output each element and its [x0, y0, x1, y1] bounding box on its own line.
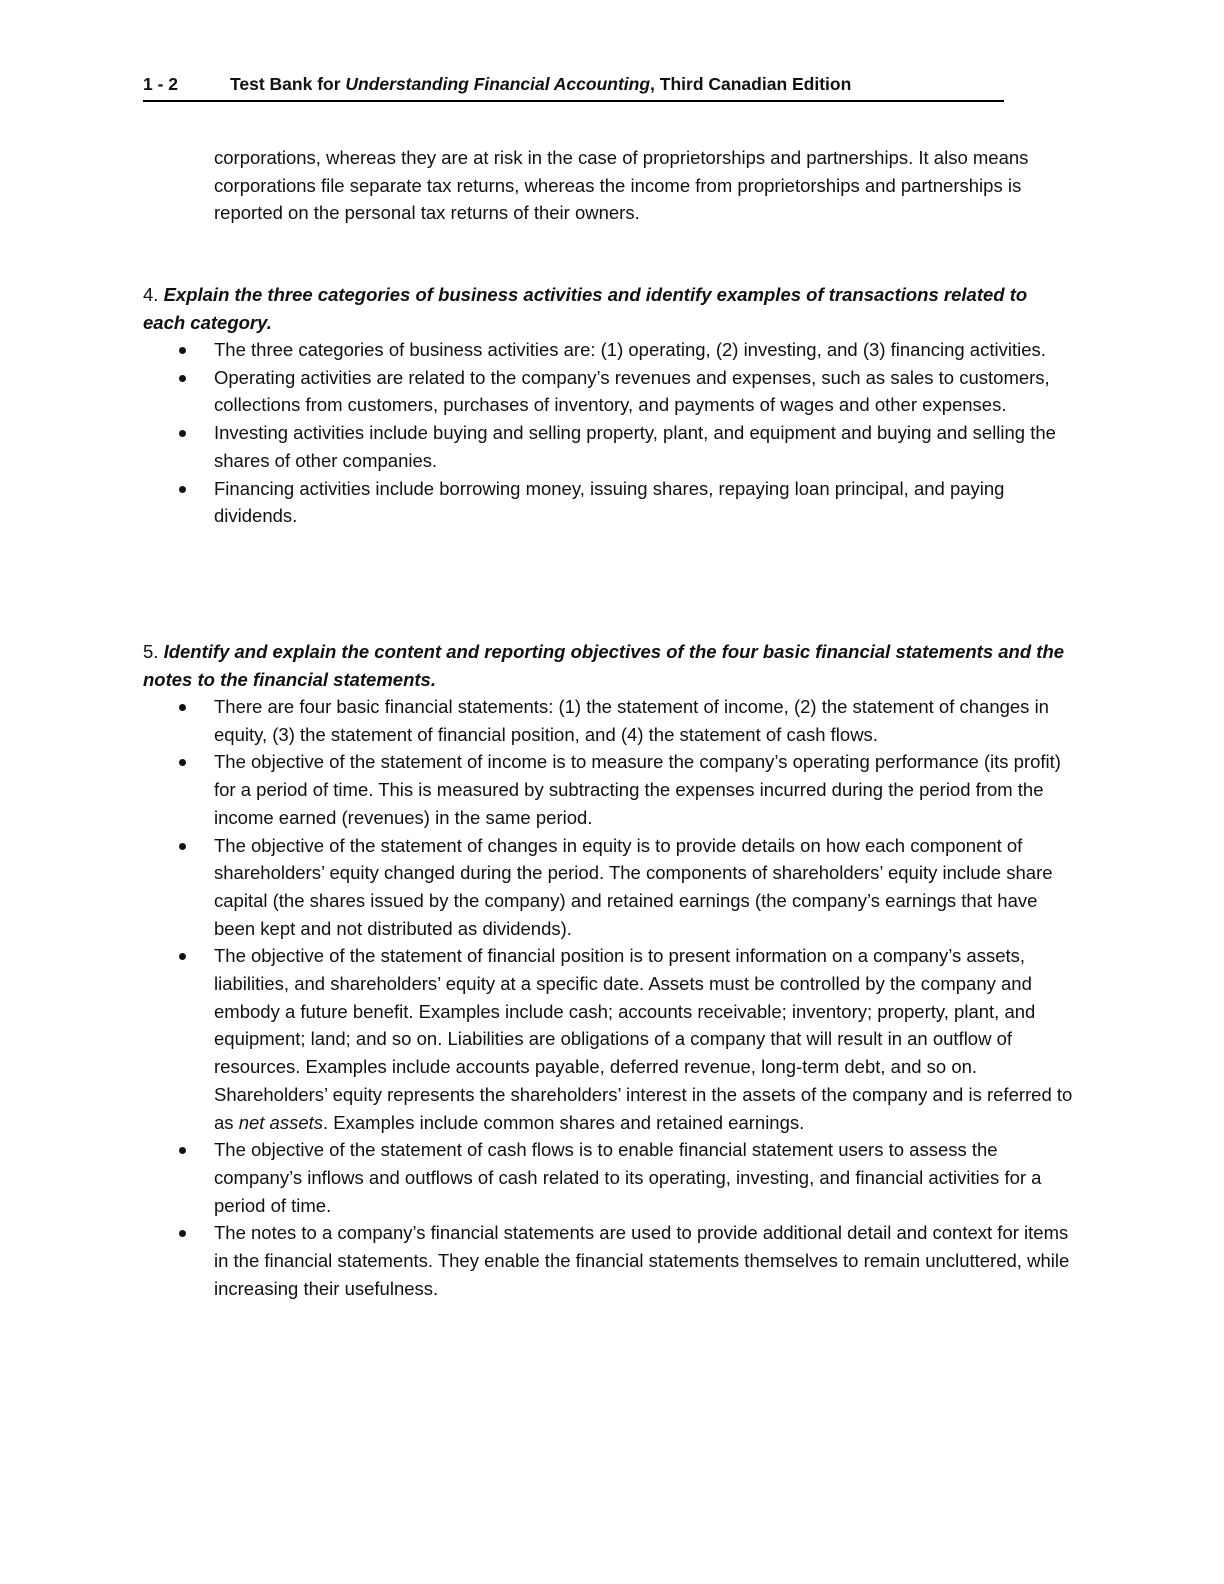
bullet-icon [179, 347, 186, 354]
list-item [143, 419, 1073, 474]
list-item-text: Operating activities are related to the company’s revenues and expenses, such as sales to customers, collections from customers, purchases of inventory, and payments of wages and other expenses. [214, 366, 1050, 416]
italic-term: net assets [238, 1111, 324, 1133]
list-item [143, 942, 1073, 1136]
list-item-text: Financing activities include borrowing money, issuing shares, repaying loan principal, and paying dividends. [214, 477, 1005, 527]
question-number: 5. [143, 641, 159, 662]
list-item [143, 475, 1073, 530]
bullet-icon [179, 430, 186, 437]
continuation-paragraph: corporations, whereas they are at risk in the case of proprietorships and partnerships. It also means corporations file separate tax returns, whereas the income from proprietorships and partnerships is reported on the personal tax returns of their owners. [214, 147, 1029, 224]
question-text: Explain the three categories of business activities and identify examples of transactions related to each category. [143, 284, 1028, 333]
list-item [143, 1219, 1073, 1302]
bullet-icon [179, 486, 186, 493]
list-item-text: The objective of the statement of income is to measure the company’s operating performance (its profit) for a period of time. This is measured by subtracting the expenses incurred during the period from the income earned (revenues) in the same period. [214, 751, 1061, 828]
list-item [143, 748, 1073, 831]
page-number: 1 - 2 [143, 74, 179, 94]
page-header [143, 72, 1004, 102]
bullet-icon [179, 759, 186, 766]
list-item [143, 693, 1073, 748]
header-title-prefix: Test Bank for [230, 74, 346, 94]
header-title [230, 72, 851, 96]
question-text: Identify and explain the content and reporting objectives of the four basic financial statements and the notes to the financial statements. [143, 641, 1065, 690]
list-item-text: There are four basic financial statements: (1) the statement of income, (2) the statement of changes in equity, (3) the statement of financial position, and (4) the statement of cash flows. [214, 696, 1049, 745]
bullet-icon [179, 843, 186, 850]
list-item [143, 832, 1073, 943]
list-item-text: The objective of the statement of cash flows is to enable financial statement users to assess the company’s inflows and outflows of cash related to its operating, investing, and financial activities for a period of time. [214, 1139, 1042, 1216]
question-5-answers [143, 693, 1073, 1302]
list-item-text: The objective of the statement of financial position is to present information on a company’s assets, liabilities, and shareholders’ equity at a specific date. Assets must be controlled by the company and embody a future benefit. Examples include cash; accounts receivable; inventory; property, plant, and equipment; land; and so on. Liabilities are obligations of a company that will result in an outflow of resources. Examples include accounts payable, deferred revenue, long-term debt, and so on. Shareholders’ equity represents the shareholders’ interest in the assets of the company and is referred to as [214, 945, 1073, 1133]
list-item [143, 364, 1073, 419]
list-item-text: The notes to a company’s financial statements are used to provide additional detail and context for items in the financial statements. They enable the financial statements themselves to remain uncluttered, while increasing their usefulness. [214, 1222, 1070, 1299]
list-item-text: The objective of the statement of changes in equity is to provide details on how each component of shareholders’ equity changed during the period. The components of shareholders’ equity include share capital (the shares issued by the company) and retained earnings (the company’s earnings that have been kept and not distributed as dividends). [214, 834, 1053, 939]
list-item-text-tail: . Examples include common shares and retained earnings. [323, 1111, 805, 1133]
bullet-icon [179, 1147, 186, 1154]
bullet-icon [179, 1230, 186, 1237]
list-item-text: Investing activities include buying and selling property, plant, and equipment and buying and selling the shares of other companies. [214, 422, 1056, 471]
question-5-heading [143, 638, 1073, 693]
list-item [143, 336, 1073, 364]
list-item [143, 1136, 1073, 1219]
list-item-text: The three categories of business activities are: (1) operating, (2) investing, and (3) financing activities. [214, 339, 1046, 360]
question-4-answers [143, 336, 1073, 530]
question-number: 4. [143, 284, 159, 305]
bullet-icon [179, 953, 186, 960]
question-4-heading [143, 281, 1073, 336]
bullet-icon [179, 375, 186, 382]
header-title-suffix: , Third Canadian Edition [650, 74, 852, 94]
bullet-icon [179, 704, 186, 711]
header-title-book: Understanding Financial Accounting [345, 74, 651, 94]
